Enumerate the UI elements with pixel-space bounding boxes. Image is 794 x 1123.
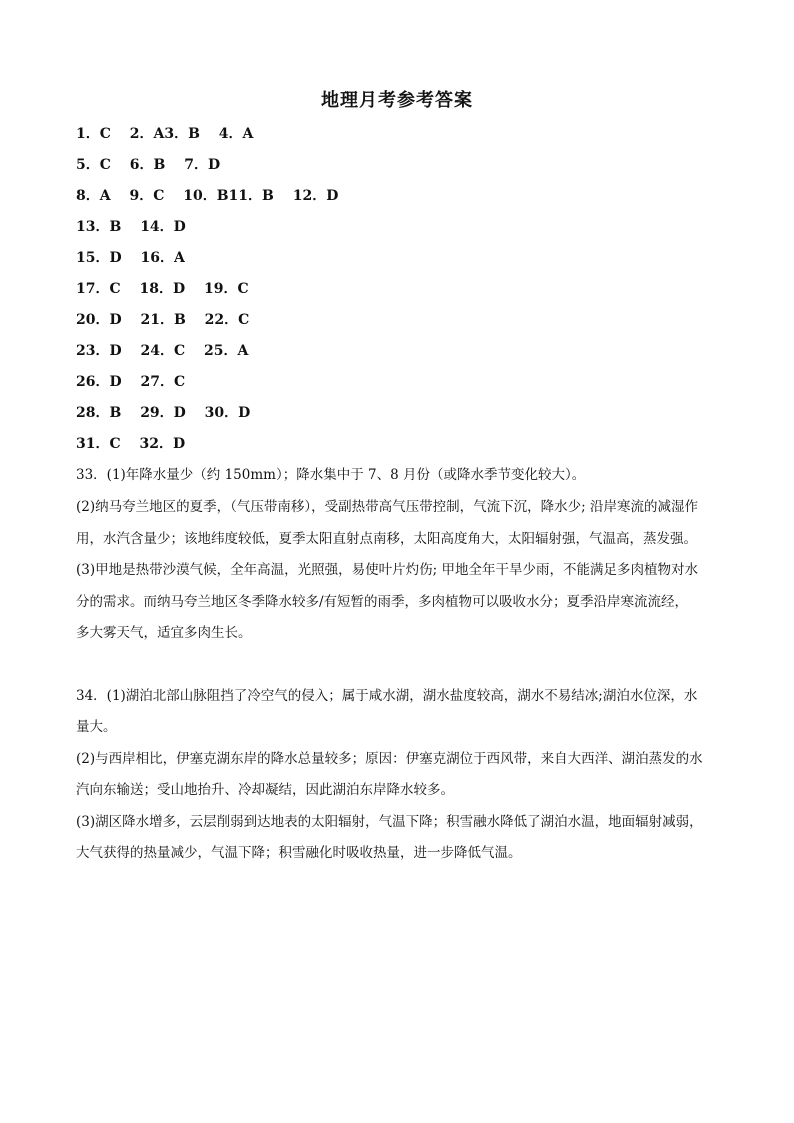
q33-line: (3)甲地是热带沙漠气候，全年高温，光照强，易使叶片灼伤; 甲地全年干旱少雨，不能满足多肉植物对水 — [76, 562, 698, 578]
answer-line: 23．D 24．C 25．A — [76, 343, 249, 359]
q34-line: 汽向东输送；受山地抬升、冷却凝结，因此湖泊东岸降水较多。 — [76, 782, 454, 798]
answer-line: 28．B 29．D 30．D — [76, 405, 251, 421]
answer-line: 5．C 6．B 7．D — [76, 157, 221, 173]
q33-line: (2)纳马夸兰地区的夏季，（气压带南移），受副热带高气压带控制，气流下沉，降水少; 沿岸寒流的减湿作 — [76, 499, 698, 515]
q34-line: (2)与西岸相比，伊塞克湖东岸的降水总量较多；原因：伊塞克湖位于西风带，来自大西洋、湖泊蒸发的水 — [76, 751, 703, 767]
answer-line: 31．C 32．D — [76, 436, 186, 452]
q34-line: 量大。 — [76, 719, 117, 735]
q33-line: 多大雾天气，适宜多肉生长。 — [76, 625, 252, 641]
answer-line: 1．C 2．A3．B 4．A — [76, 126, 254, 142]
answer-line: 15．D 16．A — [76, 250, 185, 266]
q33-line: 用，水汽含量少；该地纬度较低，夏季太阳直射点南移，太阳高度角大，太阳辐射强，气温高，蒸发强。 — [76, 531, 697, 547]
answer-line: 26．D 27．C — [76, 374, 186, 390]
answer-line: 8．A 9．C 10．B11．B 12．D — [76, 188, 339, 204]
answer-line: 17．C 18．D 19．C — [76, 281, 249, 297]
q34-line: 大气获得的热量减少，气温下降；积雪融化时吸收热量，进一步降低气温。 — [76, 845, 522, 861]
q33-line: 33．(1)年降水量少（约 150mm）；降水集中于 7、8 月份（或降水季节变化较大）。 — [76, 467, 586, 483]
answer-line: 13．B 14．D — [76, 219, 186, 235]
answer-line: 20．D 21．B 22．C — [76, 312, 250, 328]
q33-line: 分的需求。而纳马夸兰地区冬季降水较多/有短暂的雨季，多肉植物可以吸收水分；夏季沿岸寒流流经， — [76, 594, 689, 610]
q34-line: (3)湖区降水增多，云层削弱到达地表的太阳辐射，气温下降；积雪融水降低了湖泊水温，地面辐射减弱， — [76, 814, 703, 830]
page-title: 地理月考参考答案 — [321, 90, 473, 111]
q34-line: 34．(1)湖泊北部山脉阻挡了冷空气的侵入；属于咸水湖，湖水盐度较高，湖水不易结冰;湖泊水位深，水 — [76, 688, 698, 704]
